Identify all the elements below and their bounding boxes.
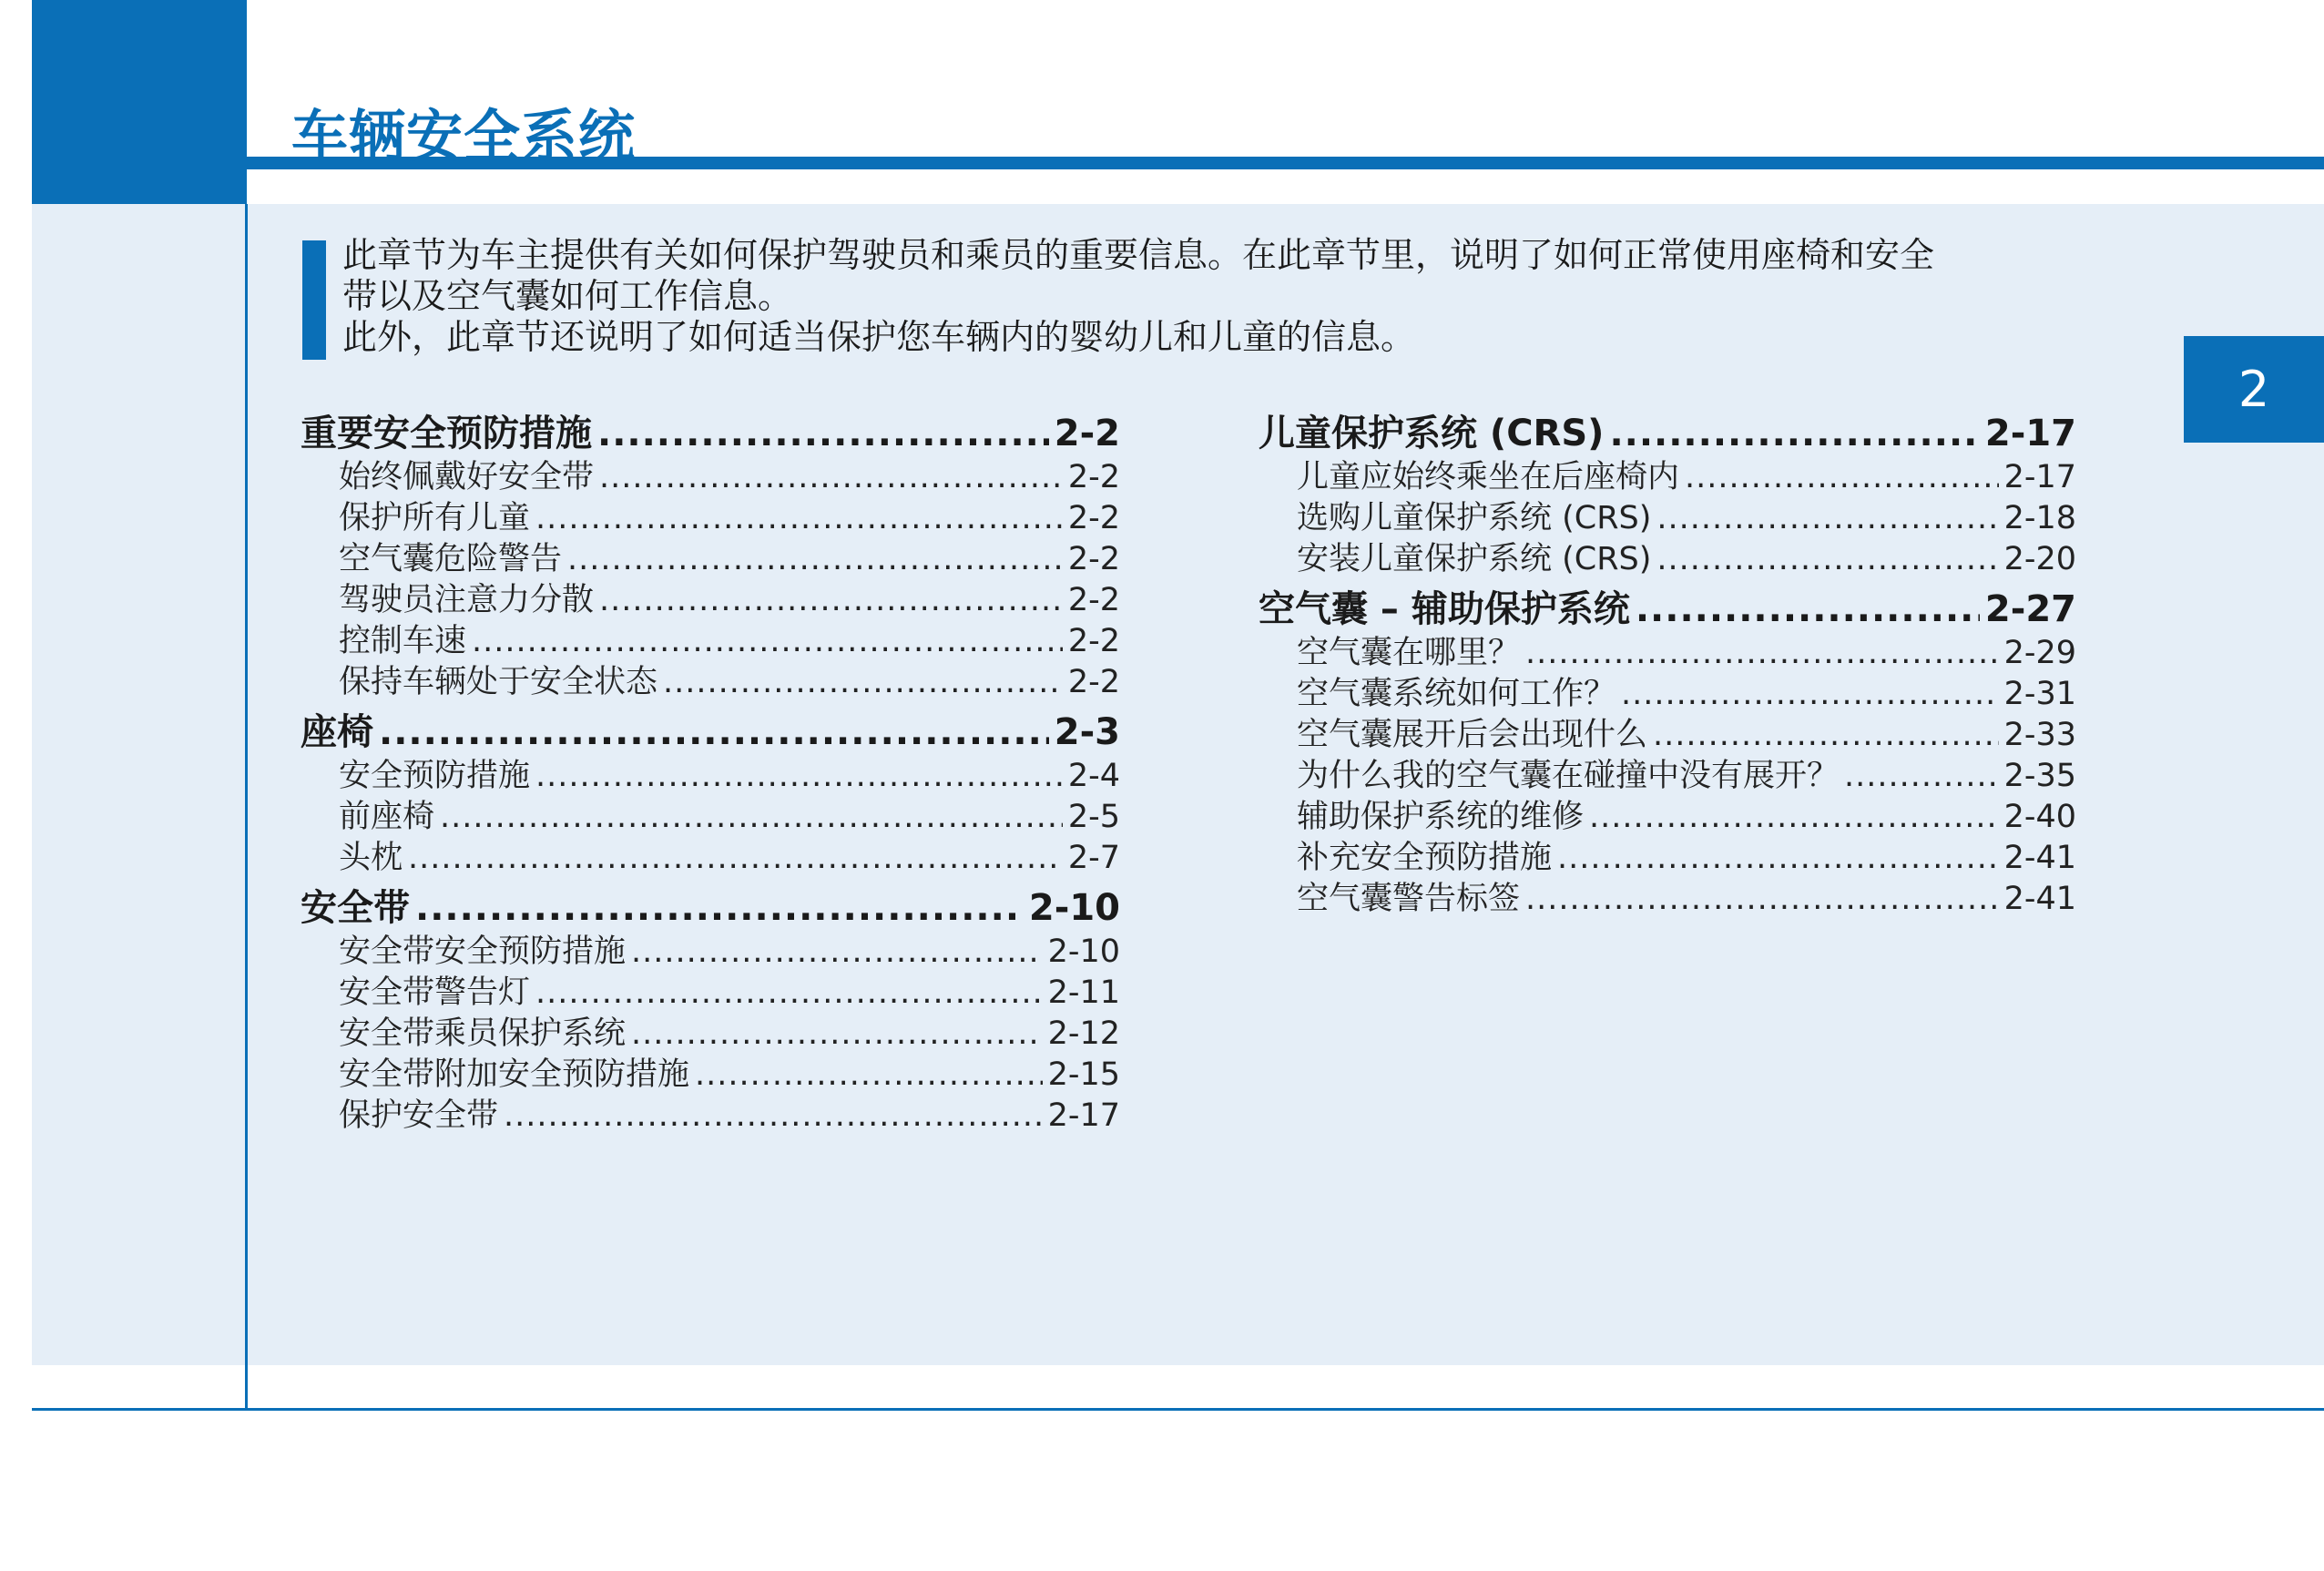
toc-page-number: 2-11 [1047,974,1120,1011]
toc-entry-label: 前座椅 [339,799,435,835]
toc-page-number: 2-5 [1067,799,1120,835]
toc-entry-label: 辅助保护系统的维修 [1297,799,1585,835]
intro-accent-bar [302,240,326,360]
toc-entry[interactable] [1259,797,2076,838]
toc-right-column [1259,410,2076,925]
toc-leader [599,457,1063,498]
toc-entry-label: 保护所有儿童 [339,500,531,536]
toc-entry[interactable] [301,457,1120,498]
toc-leader [1653,715,1999,756]
intro-line: 此外，此章节还说明了如何适当保护您车辆内的婴幼儿和儿童的信息。 [342,317,1416,357]
toc-section-heading[interactable] [301,709,1120,756]
margin-rule [245,204,248,1408]
toc-section [1259,586,2076,920]
toc-entry-label: 保持车辆处于安全状态 [339,664,658,700]
toc-entry[interactable] [301,539,1120,580]
toc-entry-label: 安全带警告灯 [339,974,531,1011]
toc-section-heading[interactable] [1259,586,2076,633]
toc-entry[interactable] [1259,715,2076,756]
toc-entry-label: 安全带附加安全预防措施 [339,1056,690,1093]
toc-page-number: 2-15 [1047,1056,1120,1093]
toc-entry-label: 补充安全预防措施 [1297,840,1553,876]
toc-section-heading[interactable] [301,410,1120,457]
toc-entry[interactable] [301,1096,1120,1137]
toc-leader [1685,457,1999,498]
toc-entry[interactable] [301,838,1120,879]
toc-leader [379,709,1049,756]
toc-entry[interactable] [301,973,1120,1014]
toc-leader [535,498,1063,539]
toc-leader [1589,797,1999,838]
toc-leader [1844,756,1999,797]
toc-entry[interactable] [301,932,1120,973]
toc-entry[interactable] [1259,838,2076,879]
toc-page-number: 2-2 [1067,664,1120,700]
toc-leader [631,932,1043,973]
toc-section-heading[interactable] [301,884,1120,932]
toc-entry-label: 安全带乘员保护系统 [339,1015,627,1052]
toc-entry[interactable] [1259,756,2076,797]
toc-leader [535,756,1063,797]
toc-leader [599,580,1063,621]
toc-entry-label: 安装儿童保护系统 (CRS) [1297,541,1652,577]
toc-entry-label: 空气囊在哪里？ [1297,635,1521,671]
toc-section [1259,410,2076,580]
toc-page-number: 2-40 [2003,799,2076,835]
toc-page-number: 2-18 [2003,500,2076,536]
toc-entry[interactable] [301,1055,1120,1096]
toc-entry-label: 驾驶员注意力分散 [339,582,595,618]
toc-page-number: 2-41 [2003,881,2076,917]
toc-entry[interactable] [301,621,1120,662]
toc-entry-label: 始终佩戴好安全带 [339,459,595,495]
toc-leader [1656,498,1998,539]
toc-leader [440,797,1063,838]
toc-entry[interactable] [301,756,1120,797]
toc-leader [1656,539,1998,580]
toc-page-number: 2-17 [2003,459,2076,495]
toc-leader [535,973,1043,1014]
toc-entry-label: 空气囊展开后会出现什么 [1297,717,1648,753]
toc-page-number: 2-27 [1984,588,2076,630]
toc-entry-label: 保护安全带 [339,1097,499,1134]
intro-line: 此章节为车主提供有关如何保护驾驶员和乘员的重要信息。在此章节里，说明了如何正常使用座椅和安全 [342,235,1935,275]
toc-leader [1525,879,1999,920]
toc-page-number: 2-7 [1067,840,1120,876]
toc-section [301,709,1120,879]
toc-page-number: 2-2 [1067,623,1120,659]
toc-page-number: 2-35 [2003,758,2076,794]
footer-rule [32,1408,2324,1411]
toc-page-number: 2-12 [1047,1015,1120,1052]
toc-section-title: 儿童保护系统 (CRS) [1259,413,1605,454]
toc-entry-label: 儿童应始终乘坐在后座椅内 [1297,459,1680,495]
toc-entry-label: 安全带安全预防措施 [339,933,627,970]
toc-section-title: 重要安全预防措施 [301,413,592,454]
toc-entry[interactable] [1259,633,2076,674]
toc-page-number: 2-20 [2003,541,2076,577]
toc-left-column [301,410,1120,1142]
toc-leader [472,621,1063,662]
toc-leader [408,838,1063,879]
toc-section [301,884,1120,1137]
toc-page-number: 2-3 [1054,711,1120,753]
toc-section-title: 座椅 [301,711,373,753]
toc-page-number: 2-33 [2003,717,2076,753]
toc-entry[interactable] [301,580,1120,621]
toc-leader [504,1096,1043,1137]
toc-page-number: 2-2 [1054,413,1120,454]
toc-entry[interactable] [301,662,1120,703]
toc-entry[interactable] [1259,674,2076,715]
toc-entry-label: 空气囊危险警告 [339,541,563,577]
toc-page-number: 2-2 [1067,582,1120,618]
toc-entry[interactable] [1259,457,2076,498]
toc-page-number: 2-10 [1047,933,1120,970]
toc-section-title: 空气囊 – 辅助保护系统 [1259,588,1630,630]
toc-section [301,410,1120,703]
toc-page-number: 2-29 [2003,635,2076,671]
toc-entry[interactable] [301,797,1120,838]
toc-page-number: 2-10 [1028,887,1120,929]
toc-leader [1609,410,1979,457]
toc-entry[interactable] [301,498,1120,539]
toc-section-title: 安全带 [301,887,410,929]
toc-leader [663,662,1063,703]
toc-entry-label: 空气囊警告标签 [1297,881,1521,917]
toc-leader [1525,633,1999,674]
chapter-tab[interactable]: 2 [2184,336,2324,443]
intro-text [342,235,2155,358]
toc-entry[interactable] [1259,879,2076,920]
toc-page-number: 2-17 [1047,1097,1120,1134]
toc-entry-label: 头枕 [339,840,403,876]
toc-entry-label: 选购儿童保护系统 (CRS) [1297,500,1652,536]
toc-entry-label: 空气囊系统如何工作？ [1297,676,1616,712]
toc-entry-label: 为什么我的空气囊在碰撞中没有展开？ [1297,758,1840,794]
toc-section-heading[interactable] [1259,410,2076,457]
header-corner-block [32,0,247,204]
toc-page-number: 2-4 [1067,758,1120,794]
toc-page-number: 2-2 [1067,459,1120,495]
toc-page-number: 2-31 [2003,676,2076,712]
toc-page-number: 2-17 [1984,413,2076,454]
toc-entry[interactable] [1259,498,2076,539]
toc-entry[interactable] [301,1014,1120,1055]
chapter-title: 车辆安全系统 [291,103,637,169]
toc-leader [597,410,1049,457]
toc-entry[interactable] [1259,539,2076,580]
toc-page-number: 2-2 [1067,541,1120,577]
toc-page-number: 2-41 [2003,840,2076,876]
toc-leader [415,884,1024,932]
toc-leader [1636,586,1980,633]
toc-entry-label: 安全预防措施 [339,758,531,794]
toc-entry-label: 控制车速 [339,623,467,659]
intro-line: 带以及空气囊如何工作信息。 [342,276,793,316]
toc-leader [631,1014,1043,1055]
toc-leader [567,539,1063,580]
toc-leader [1557,838,1999,879]
toc-leader [695,1055,1043,1096]
toc-leader [1621,674,1999,715]
toc-page-number: 2-2 [1067,500,1120,536]
